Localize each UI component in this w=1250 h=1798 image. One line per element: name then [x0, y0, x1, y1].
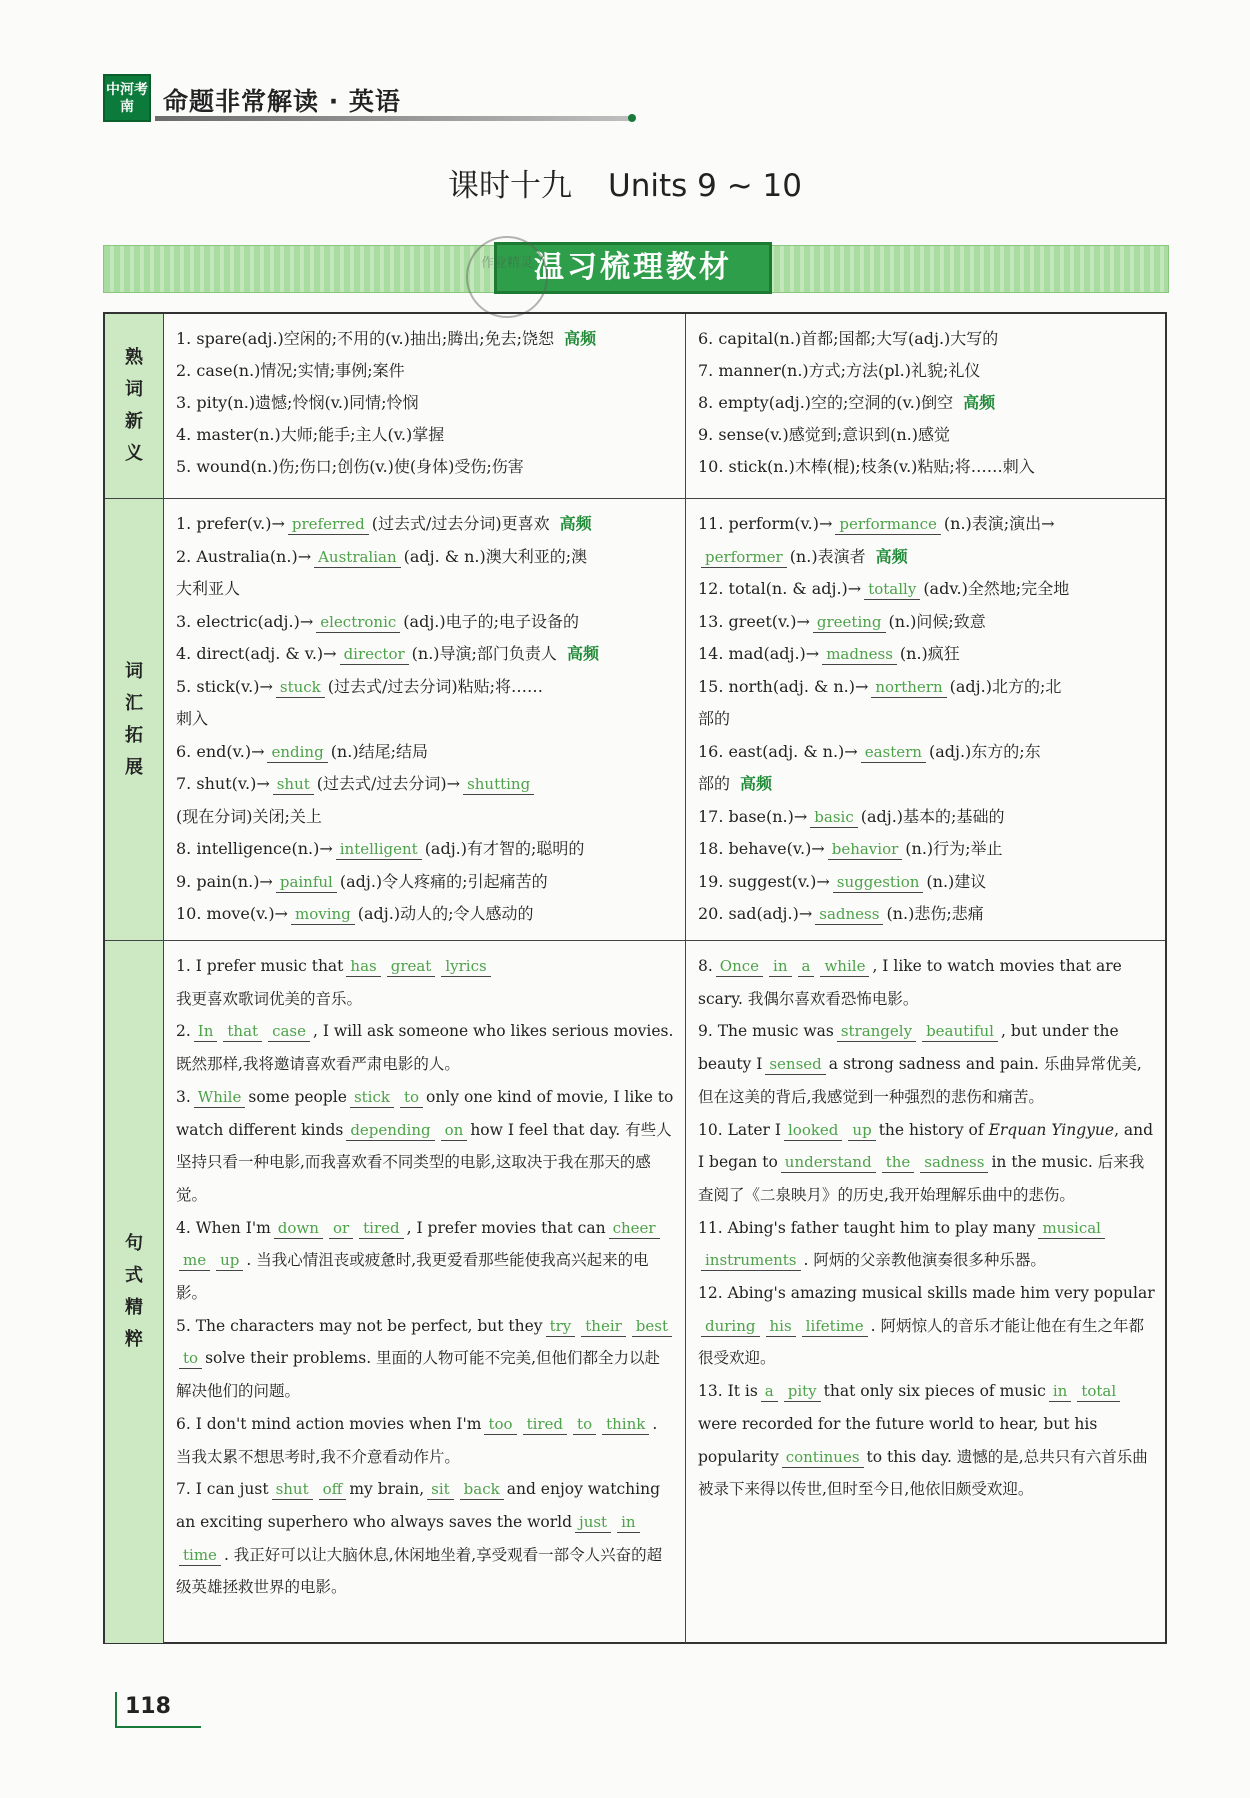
answer-blank[interactable]: musical [1038, 1219, 1105, 1239]
lesson-units: Units 9 ~ 10 [608, 168, 802, 204]
list-item: 9. sense(v.)感觉到;意识到(n.)感觉 [698, 425, 950, 444]
list-item: 4. master(n.)大师;能手;主人(v.)掌握 [176, 425, 445, 444]
list-item: 20. sad(adj.)→ sadness (n.)悲伤;悲痛 [698, 904, 984, 923]
list-item: 2. case(n.)情况;实情;事例;案件 [176, 361, 405, 380]
answer-blank[interactable]: performance [835, 515, 941, 535]
answer-blank[interactable]: in [1049, 1382, 1071, 1402]
answer-blank[interactable]: tired [359, 1219, 403, 1239]
answer-blank[interactable]: eastern [861, 743, 926, 763]
answer-blank[interactable]: performer [701, 548, 787, 568]
list-item: 11. Abing's father taught him to play many musicalinstruments . 阿炳的父亲教他演奏很多种乐器。 [698, 1212, 1155, 1277]
list-item: 12. Abing's amazing musical skills made him very popularduring his lifetime . 阿炳惊人的音乐才能让他在有生之年都很受欢迎。 [698, 1284, 1155, 1368]
section-label: 熟 词 新 义 [105, 314, 164, 498]
section-sentence [105, 940, 1165, 1643]
answer-blank[interactable]: totally [864, 580, 920, 600]
answer-blank[interactable]: has [346, 957, 380, 977]
list-item: 15. north(adj. & n.)→ northern (adj.)北方的;北 部的 [698, 676, 1062, 728]
list-item: 13. greet(v.)→ greeting (n.)问候;致意 [698, 611, 986, 631]
list-item: 10. move(v.)→ moving (adj.)动人的;令人感动的 [176, 904, 534, 923]
answer-blank[interactable]: pity [784, 1382, 821, 1402]
answer-blank[interactable]: stuck [276, 678, 325, 698]
answer-blank[interactable]: cheer [609, 1219, 660, 1239]
list-item: 6. capital(n.)首都;国都;大写(adj.)大写的 [698, 329, 999, 348]
answer-blank[interactable]: understand [781, 1153, 876, 1173]
answer-blank[interactable]: electronic [316, 613, 400, 633]
list-item: 1. prefer(v.)→ preferred (过去式/过去分词)更喜欢 高频 [176, 514, 592, 533]
answer-blank[interactable]: stick [350, 1088, 394, 1108]
list-item: 4. direct(adj. & v.)→ director (n.)导演;部门负责人 高频 [176, 644, 599, 663]
answer-blank[interactable]: strangely [837, 1022, 916, 1042]
header-rule [155, 116, 635, 121]
answer-blank[interactable]: sit [427, 1480, 454, 1500]
answer-blank[interactable]: greeting [813, 613, 886, 633]
vocab-left-column [164, 314, 686, 498]
answer-blank[interactable]: total [1077, 1382, 1120, 1402]
vocab-right-column [687, 314, 1165, 498]
answer-blank[interactable]: up [848, 1121, 875, 1141]
expand-right-column [687, 499, 1165, 941]
answer-blank[interactable]: In [194, 1022, 218, 1042]
sentence-left-column [164, 941, 686, 1643]
answer-blank[interactable]: a [761, 1382, 778, 1402]
answer-blank[interactable]: behavior [828, 840, 903, 860]
list-item: 2. In that case , I will ask someone who likes serious movies. 既然那样,我将邀请喜欢看严肃电影的人。 [176, 1022, 674, 1074]
list-item: 12. total(n. & adj.)→ totally (adv.)全然地;完全地 [698, 579, 1070, 598]
answer-blank[interactable]: just [575, 1513, 611, 1533]
answer-blank[interactable]: his [766, 1317, 796, 1337]
answer-blank[interactable]: director [340, 645, 409, 665]
list-item: 17. base(n.)→ basic (adj.)基本的;基础的 [698, 806, 1005, 826]
section-vocab [105, 314, 1165, 498]
answer-blank[interactable]: time [179, 1546, 221, 1566]
list-item: 5. stick(v.)→ stuck (过去式/过去分词)粘贴;将…… 刺入 [176, 676, 544, 728]
answer-blank[interactable]: try [546, 1317, 576, 1337]
list-item: 2. Australia(n.)→ Australian (adj. & n.)澳大利亚的;澳 大利亚人 [176, 546, 588, 598]
list-item: 11. perform(v.)→ performance (n.)表演;演出→ performer (n.)表演者 高频 [698, 514, 1055, 566]
section-expand [105, 498, 1165, 941]
answer-blank[interactable]: to [400, 1088, 423, 1108]
answer-blank[interactable]: shut [273, 775, 314, 795]
answer-blank[interactable]: off [319, 1480, 347, 1500]
list-item: 6. end(v.)→ ending (n.)结尾;结局 [176, 741, 428, 761]
answer-blank[interactable]: in [617, 1513, 639, 1533]
list-item: 16. east(adj. & n.)→ eastern (adj.)东方的;东 部的 高频 [698, 741, 1041, 793]
answer-blank[interactable]: best [632, 1317, 672, 1337]
answer-blank[interactable]: Once [716, 957, 763, 977]
answer-blank[interactable]: during [701, 1317, 760, 1337]
answer-blank[interactable]: think [602, 1415, 649, 1435]
answer-blank[interactable]: preferred [288, 515, 369, 535]
answer-blank[interactable]: that [223, 1022, 262, 1042]
answer-blank[interactable]: madness [822, 645, 897, 665]
watermark-stamp: 作业精灵 [466, 236, 548, 318]
answer-blank[interactable]: sensed [765, 1055, 825, 1075]
list-item: 6. I don't mind action movies when I'm too tired to think . 当我太累不想思考时,我不介意看动作片。 [176, 1414, 658, 1466]
answer-blank[interactable]: to [179, 1349, 202, 1369]
answer-blank[interactable]: case [268, 1022, 310, 1042]
list-item: 9. pain(n.)→ painful (adj.)令人疼痛的;引起痛苦的 [176, 871, 548, 891]
answer-blank[interactable]: moving [291, 905, 355, 925]
page-number-box [115, 1692, 199, 1728]
banner-title: 温习梳理教材 [494, 242, 772, 294]
answer-blank[interactable]: looked [784, 1121, 842, 1141]
answer-blank[interactable]: intelligent [336, 840, 422, 860]
list-item: 4. When I'm down or tired , I prefer movies that can cheerme up . 当我心情沮丧或疲惫时,我更爱看那些能使我高兴起来的电影。 [176, 1212, 675, 1310]
answer-blank[interactable]: suggestion [833, 873, 924, 893]
expand-left-column [164, 499, 686, 941]
list-item: 3. electric(adj.)→ electronic (adj.)电子的;电子设备的 [176, 611, 580, 631]
answer-blank[interactable]: northern [871, 678, 946, 698]
answer-blank[interactable]: while [820, 957, 869, 977]
answer-blank[interactable]: or [329, 1219, 353, 1239]
answer-blank[interactable]: great [387, 957, 436, 977]
list-item: 8. empty(adj.)空的;空洞的(v.)倒空 高频 [698, 393, 996, 412]
answer-blank[interactable]: in [769, 957, 791, 977]
answer-blank[interactable]: the [882, 1153, 915, 1173]
answer-blank[interactable]: beautiful [922, 1022, 998, 1042]
list-item: 13. It is a pity that only six pieces of music in totalwere recorded for the future world to hear, but his popularity continues to this day. 遗憾的是,总共只有六首乐曲被录下来得以传世,但时至今日,他依旧颇受欢迎。 [698, 1382, 1148, 1499]
section-label: 句 式 精 粹 [105, 941, 164, 1643]
page-number-rule [115, 1726, 201, 1728]
answer-blank[interactable]: up [216, 1251, 243, 1271]
list-item: 18. behave(v.)→ behavior (n.)行为;举止 [698, 839, 1003, 858]
list-item: 5. wound(n.)伤;伤口;创伤(v.)使(身体)受伤;伤害 [176, 457, 524, 476]
answer-blank[interactable]: on [441, 1121, 468, 1141]
list-item: 10. Later I looked up the history of Erquan Yingyue, and I began to understand the sadness in the music. 后来我查阅了《二泉映月》的历史,我开始理解乐曲中的悲伤。 [698, 1120, 1154, 1204]
list-item: 10. stick(n.)木棒(棍);枝条(v.)粘贴;将……刺入 [698, 457, 1035, 476]
answer-blank[interactable]: tired [523, 1415, 567, 1435]
section-label: 词 汇 拓 展 [105, 499, 164, 941]
list-item: 1. I prefer music that has great lyrics 我更喜欢歌词优美的音乐。 [176, 950, 675, 1015]
answer-blank[interactable]: sadness [815, 905, 883, 925]
answer-blank[interactable]: me [179, 1251, 210, 1271]
lesson-title [0, 160, 1250, 205]
list-item: 3. While some people stick to only one kind of movie, I like to watch different kinds depending on how I feel that day. 有些人坚持只看一种电影,而我喜欢看不同类型的电影,这取决于我在那天的感觉。 [176, 1087, 674, 1204]
book-title: 命题非常解读 · 英语 [163, 87, 401, 116]
list-item: 5. The characters may not be perfect, but they try their bestto solve their problems. 里面的人物可能不完美,但他们都全力以赴解决他们的问题。 [176, 1310, 675, 1408]
answer-blank[interactable]: down [274, 1219, 323, 1239]
list-item: 8. Once in a while , I like to watch movies that are scary. 我偶尔喜欢看恐怖电影。 [698, 957, 1122, 1008]
list-item: 19. suggest(v.)→ suggestion (n.)建议 [698, 871, 987, 891]
list-item: 7. I can just shut off my brain, sit back and enjoy watching an exciting superhero who always saves the world just intime . 我正好可以让大脑休息,休闲地坐着,享受观看一部令人兴奋的超级英雄拯救世界的电影。 [176, 1480, 663, 1597]
header-dot [628, 114, 636, 122]
list-item: 7. manner(n.)方式;方法(pl.)礼貌;礼仪 [698, 361, 981, 380]
answer-blank[interactable]: back [460, 1480, 504, 1500]
answer-blank[interactable]: to [573, 1415, 596, 1435]
answer-blank[interactable]: basic [810, 808, 857, 828]
answer-blank[interactable]: While [194, 1088, 246, 1108]
answer-blank[interactable]: continues [782, 1448, 864, 1468]
answer-blank[interactable]: lyrics [441, 957, 490, 977]
answer-blank[interactable]: ending [267, 743, 327, 763]
page-number: 118 [125, 1694, 171, 1719]
sentence-right-column [687, 941, 1165, 1643]
page-header [103, 74, 633, 122]
list-item: 14. mad(adj.)→ madness (n.)疯狂 [698, 644, 960, 663]
answer-blank[interactable]: instruments [701, 1251, 801, 1271]
answer-blank[interactable]: their [581, 1317, 626, 1337]
answer-blank[interactable]: painful [276, 873, 337, 893]
answer-blank[interactable]: depending [346, 1121, 434, 1141]
answer-blank[interactable]: shutting [463, 775, 534, 795]
answer-blank[interactable]: lifetime [802, 1317, 868, 1337]
answer-blank[interactable]: a [798, 957, 815, 977]
publisher-logo: 中河考南 [103, 74, 151, 122]
review-table [103, 312, 1167, 1644]
list-item: 9. The music was strangely beautiful , but under the beauty I sensed a strong sadness and pain. 乐曲异常优美,但在这美的背后,我感觉到一种强烈的悲伤和痛苦。 [698, 1022, 1142, 1106]
answer-blank[interactable]: too [484, 1415, 516, 1435]
list-item: 1. spare(adj.)空闲的;不用的(v.)抽出;腾出;免去;饶恕 高频 [176, 329, 597, 348]
list-item: 3. pity(n.)遗憾;怜悯(v.)同情;怜悯 [176, 393, 419, 412]
answer-blank[interactable]: sadness [920, 1153, 988, 1173]
list-item: 8. intelligence(n.)→ intelligent (adj.)有才智的;聪明的 [176, 839, 585, 858]
answer-blank[interactable]: shut [272, 1480, 313, 1500]
answer-blank[interactable]: Australian [314, 548, 401, 568]
lesson-number: 课时十九 [448, 168, 573, 204]
list-item: 7. shut(v.)→ shut (过去式/过去分词)→ shutting (现在分词)关闭;关上 [176, 768, 675, 833]
section-banner [103, 245, 1169, 293]
